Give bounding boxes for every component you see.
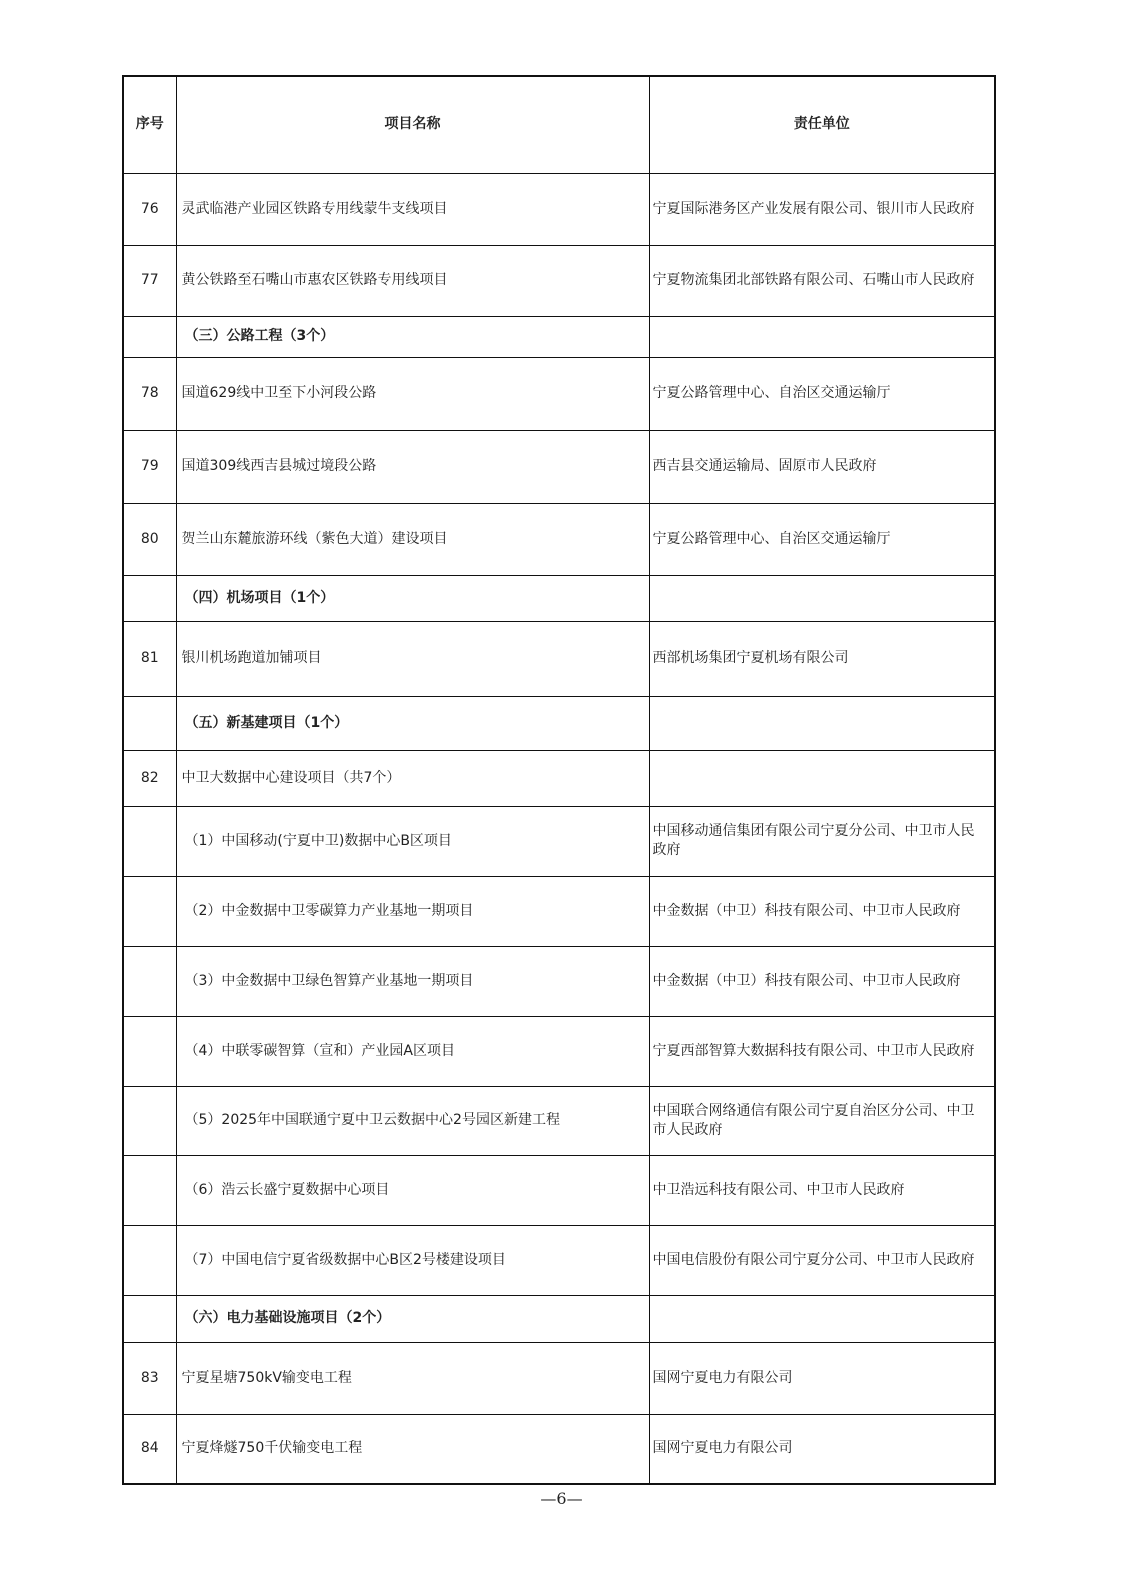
sub-item-row	[123, 806, 995, 876]
sub-item-row	[123, 876, 995, 946]
responsible-unit: 宁夏西部智算大数据科技有限公司、中卫市人民政府	[649, 1016, 995, 1086]
row-number	[123, 575, 176, 621]
responsible-unit: 中国联合网络通信有限公司宁夏自治区分公司、中卫市人民政府	[649, 1086, 995, 1155]
project-name: （5）2025年中国联通宁夏中卫云数据中心2号园区新建工程	[176, 1086, 649, 1155]
section-title: （五）新基建项目（1个）	[176, 696, 649, 750]
sub-item-row	[123, 1016, 995, 1086]
row-number	[123, 1016, 176, 1086]
header-project-name: 项目名称	[176, 76, 649, 173]
project-name: 银川机场跑道加铺项目	[176, 621, 649, 696]
row-number: 77	[123, 245, 176, 316]
section-title: （六）电力基础设施项目（2个）	[176, 1295, 649, 1342]
row-number: 79	[123, 430, 176, 503]
table-row	[123, 357, 995, 430]
table-row	[123, 430, 995, 503]
section-row	[123, 696, 995, 750]
responsible-unit	[649, 1295, 995, 1342]
row-number: 83	[123, 1342, 176, 1414]
project-name: （1）中国移动(宁夏中卫)数据中心B区项目	[176, 806, 649, 876]
project-name: 中卫大数据中心建设项目（共7个）	[176, 750, 649, 806]
sub-item-row	[123, 1225, 995, 1295]
project-name: （4）中联零碳智算（宣和）产业园A区项目	[176, 1016, 649, 1086]
project-name: 黄公铁路至石嘴山市惠农区铁路专用线项目	[176, 245, 649, 316]
row-number	[123, 946, 176, 1016]
responsible-unit: 宁夏物流集团北部铁路有限公司、石嘴山市人民政府	[649, 245, 995, 316]
responsible-unit: 宁夏公路管理中心、自治区交通运输厅	[649, 503, 995, 575]
row-number: 82	[123, 750, 176, 806]
responsible-unit: 中金数据（中卫）科技有限公司、中卫市人民政府	[649, 876, 995, 946]
project-name: 国道629线中卫至下小河段公路	[176, 357, 649, 430]
responsible-unit: 国网宁夏电力有限公司	[649, 1414, 995, 1484]
row-number: 80	[123, 503, 176, 575]
project-name: 国道309线西吉县城过境段公路	[176, 430, 649, 503]
page-number: —6—	[540, 1489, 583, 1508]
responsible-unit: 中国电信股份有限公司宁夏分公司、中卫市人民政府	[649, 1225, 995, 1295]
project-name: （7）中国电信宁夏省级数据中心B区2号楼建设项目	[176, 1225, 649, 1295]
responsible-unit: 西吉县交通运输局、固原市人民政府	[649, 430, 995, 503]
sub-item-row	[123, 1155, 995, 1225]
table-row	[123, 1414, 995, 1484]
table-row	[123, 1342, 995, 1414]
table-row	[123, 503, 995, 575]
responsible-unit: 西部机场集团宁夏机场有限公司	[649, 621, 995, 696]
row-number	[123, 1225, 176, 1295]
section-row	[123, 575, 995, 621]
responsible-unit: 中金数据（中卫）科技有限公司、中卫市人民政府	[649, 946, 995, 1016]
responsible-unit: 宁夏公路管理中心、自治区交通运输厅	[649, 357, 995, 430]
row-number: 84	[123, 1414, 176, 1484]
row-number	[123, 1295, 176, 1342]
row-number: 81	[123, 621, 176, 696]
table-row	[123, 750, 995, 806]
header-responsible-unit: 责任单位	[649, 76, 995, 173]
project-name: （2）中金数据中卫零碳算力产业基地一期项目	[176, 876, 649, 946]
project-table	[122, 75, 996, 1485]
section-title: （三）公路工程（3个）	[176, 316, 649, 357]
header-number: 序号	[123, 76, 176, 173]
row-number: 76	[123, 173, 176, 245]
table-row	[123, 245, 995, 316]
project-name: （3）中金数据中卫绿色智算产业基地一期项目	[176, 946, 649, 1016]
responsible-unit: 中卫浩远科技有限公司、中卫市人民政府	[649, 1155, 995, 1225]
sub-item-row	[123, 1086, 995, 1155]
responsible-unit: 宁夏国际港务区产业发展有限公司、银川市人民政府	[649, 173, 995, 245]
project-name: 宁夏星塘750kV输变电工程	[176, 1342, 649, 1414]
project-name: 贺兰山东麓旅游环线（紫色大道）建设项目	[176, 503, 649, 575]
section-row	[123, 316, 995, 357]
section-row	[123, 1295, 995, 1342]
project-name: 灵武临港产业园区铁路专用线蒙牛支线项目	[176, 173, 649, 245]
responsible-unit: 国网宁夏电力有限公司	[649, 1342, 995, 1414]
project-name: （6）浩云长盛宁夏数据中心项目	[176, 1155, 649, 1225]
row-number	[123, 876, 176, 946]
row-number	[123, 696, 176, 750]
row-number	[123, 806, 176, 876]
table-row	[123, 621, 995, 696]
project-name: 宁夏烽燧750千伏输变电工程	[176, 1414, 649, 1484]
responsible-unit	[649, 316, 995, 357]
section-title: （四）机场项目（1个）	[176, 575, 649, 621]
row-number	[123, 1155, 176, 1225]
table-row	[123, 173, 995, 245]
responsible-unit	[649, 750, 995, 806]
responsible-unit	[649, 575, 995, 621]
responsible-unit	[649, 696, 995, 750]
table-header-row	[123, 76, 995, 173]
row-number	[123, 1086, 176, 1155]
responsible-unit: 中国移动通信集团有限公司宁夏分公司、中卫市人民政府	[649, 806, 995, 876]
sub-item-row	[123, 946, 995, 1016]
row-number	[123, 316, 176, 357]
row-number: 78	[123, 357, 176, 430]
